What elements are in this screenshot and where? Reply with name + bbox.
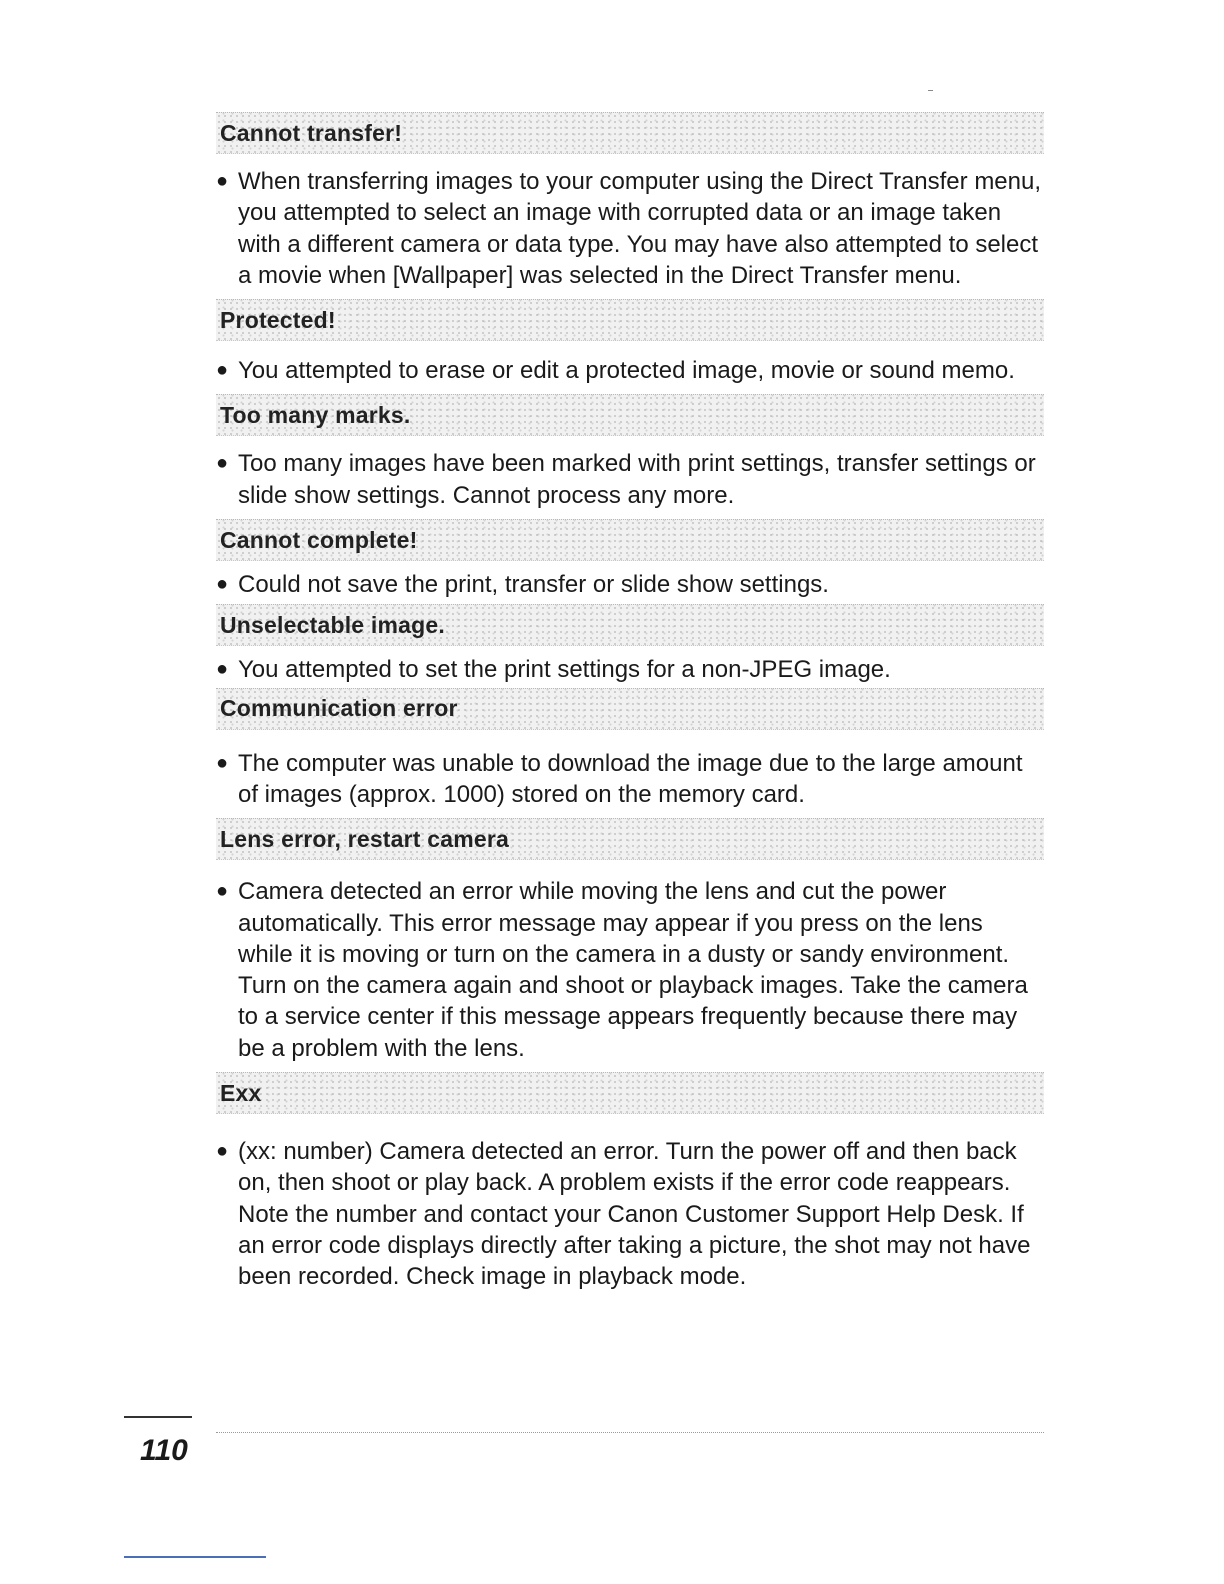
section-heading-bar <box>216 688 1044 730</box>
section-description <box>216 569 1044 600</box>
section-description <box>216 876 1044 1064</box>
description-text: Too many images have been marked with print settings, transfer settings or slide show settings. Cannot process any more. <box>238 450 1036 509</box>
section-description <box>216 166 1044 291</box>
section-heading-bar <box>216 604 1044 646</box>
section-too-many-marks <box>216 394 1044 511</box>
bullet-icon: ● <box>216 452 229 475</box>
bullet-icon: ● <box>216 880 229 903</box>
section-heading-bar <box>216 519 1044 561</box>
page-number-rule <box>124 1416 192 1418</box>
section-exx <box>216 1072 1044 1292</box>
section-protected <box>216 299 1044 386</box>
section-lens-error <box>216 818 1044 1064</box>
section-heading-bar <box>216 394 1044 436</box>
description-text: (xx: number) Camera detected an error. Turn the power off and then back on, then shoot or play back. A problem exists if the error code reappears. Note the number and contact your Canon Customer Support Help Desk. If an error code displays directly after taking a picture, the shot may not have been recorded. Check image in playback mode. <box>238 1138 1031 1291</box>
bullet-icon: ● <box>216 573 229 596</box>
description-text: You attempted to set the print settings for a non-JPEG image. <box>238 656 891 684</box>
section-description <box>216 654 1044 685</box>
section-heading: Protected! <box>220 306 336 333</box>
section-description <box>216 448 1044 511</box>
section-heading: Too many marks. <box>220 401 411 428</box>
section-heading-bar <box>216 1072 1044 1114</box>
section-cannot-transfer <box>216 112 1044 291</box>
description-text: Could not save the print, transfer or slide show settings. <box>238 571 829 599</box>
bullet-icon: ● <box>216 1140 229 1163</box>
section-heading: Communication error <box>220 695 458 722</box>
error-message-list <box>216 112 1044 1293</box>
section-heading-bar <box>216 299 1044 341</box>
description-text: Camera detected an error while moving the lens and cut the power automatically. This error message may appear if you press on the lens while it is moving or turn on the camera in a dusty or sandy environment. Turn on the camera again and shoot or playback images. Take the camera to a service center if this message appears frequently because there may be a problem with the lens. <box>238 878 1028 1062</box>
section-description <box>216 355 1044 386</box>
section-communication-error <box>216 688 1044 811</box>
section-heading-bar <box>216 818 1044 860</box>
section-heading: Lens error, restart camera <box>220 825 510 852</box>
description-text: You attempted to erase or edit a protected image, movie or sound memo. <box>238 357 1015 385</box>
page-number: 110 <box>140 1434 188 1467</box>
section-unselectable-image <box>216 604 1044 685</box>
corner-mark <box>928 90 933 91</box>
section-cannot-complete <box>216 519 1044 600</box>
section-heading: Unselectable image. <box>220 611 445 638</box>
description-text: The computer was unable to download the image due to the large amount of images (approx. 1000) stored on the memory card. <box>238 749 1023 808</box>
section-heading: Exx <box>220 1079 262 1106</box>
bottom-dotted-rule <box>216 1432 1044 1433</box>
bullet-icon: ● <box>216 658 229 681</box>
section-heading-bar <box>216 112 1044 154</box>
section-heading: Cannot transfer! <box>220 119 403 146</box>
bullet-icon: ● <box>216 170 229 192</box>
bullet-icon: ● <box>216 359 229 382</box>
section-heading: Cannot complete! <box>220 526 418 553</box>
section-description <box>216 748 1044 811</box>
bottom-accent-line <box>124 1556 266 1558</box>
description-text: When transferring images to your computer using the Direct Transfer menu, you attempted to select an image with corrupted data or an image taken with a different camera or data type. You may have also attempted to select a movie when [Wallpaper] was selected in the Direct Transfer menu. <box>238 168 1042 289</box>
section-description <box>216 1136 1044 1292</box>
bullet-icon: ● <box>216 751 229 774</box>
